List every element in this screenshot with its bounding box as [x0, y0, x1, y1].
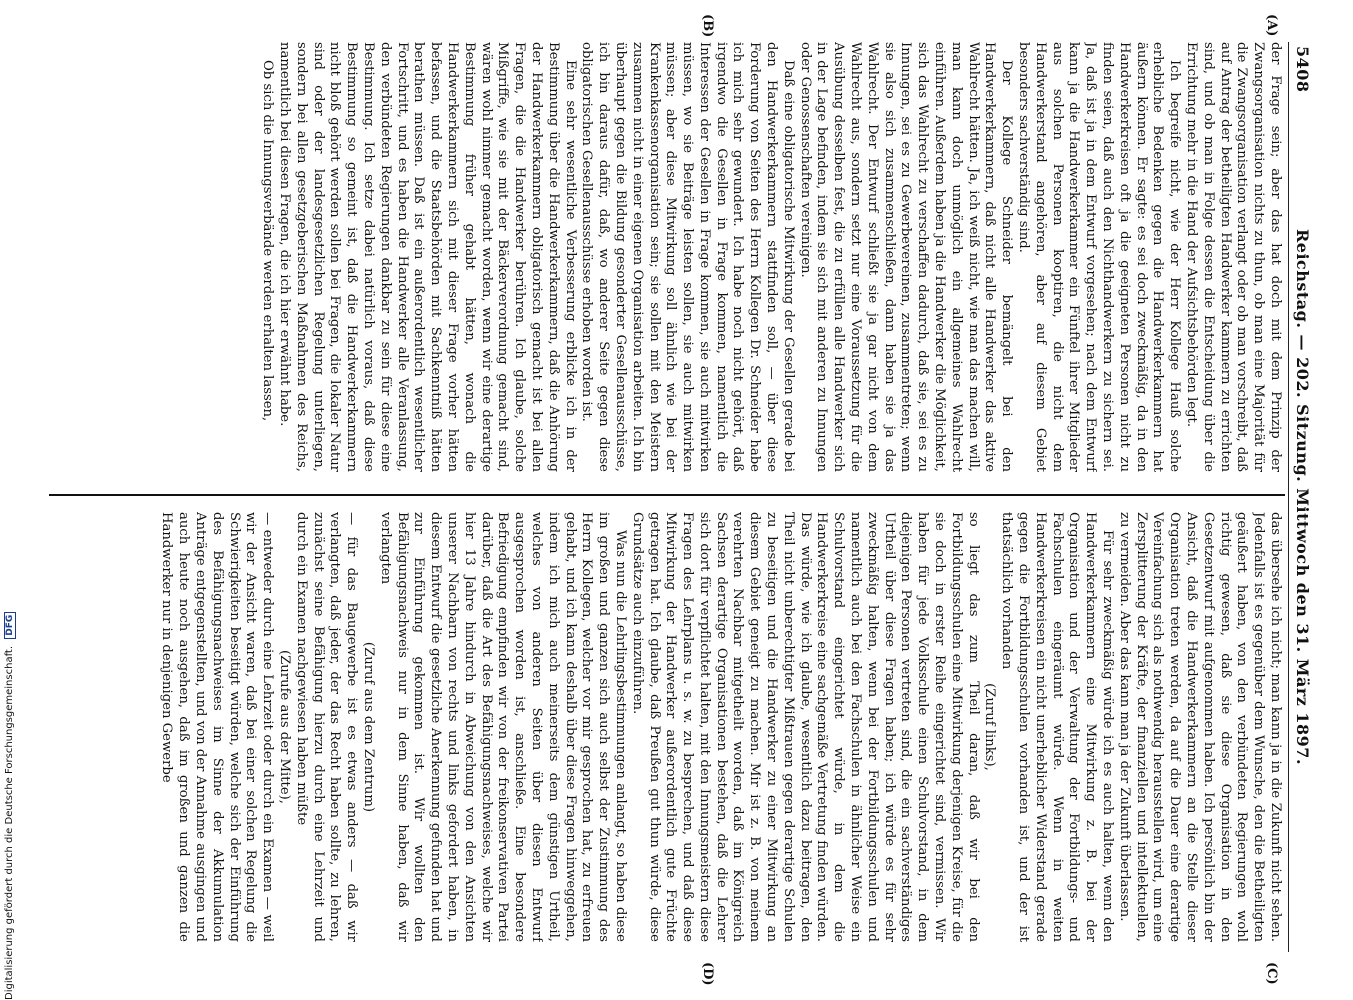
- paragraph: so liegt das zum Theil daran, daß wir bei den Fortbildungsschulen eine Mitwirkung derjenigen Kreise, für die sie doch in erster Reihe eingerichtet sind, vermissen. Wir haben für jede Volksschule einen Schulvorstand, in dem diejenigen Personen vertreten sind, die ein sachverständiges Urtheil über diese Fragen haben; ich würde es für sehr zweckmäßig halten, wenn bei der Fortbildungsschulen und namentlich auch bei den Fachschulen in ähnlicher Weise ein Schulvorstand eingerichtet würde, in dem die Handwerkerkreise eine sachgemäße Vertretung finden würden. Das würde, wie ich glaube, wesentlich dazu beitragen, den Theil nicht unberechtigter Mißtrauen gegen derartige Schulen zu beseitigen und die Handwerker zu einer Mitwirkung an diesem Gebiet geneigt zu machen. Mir ist z. B. von meinem verehrten Nachbar mitgetheilt worden, daß im Königreich Sachsen derartige Organisationen bestehen, daß die Lehrer sich dort für verpflichtet halten, mit den Innungsmeistern diese Fragen des Lehrplans u. s. w. zu besprechen, und daß diese Mitwirkung der Handwerker außerordentlich gute Früchte getragen hat. Ich glaube, daß Preußen gut thun würde, diese Grundsätze auch einzuführen.: [629, 512, 981, 942]
- paragraph: — entweder durch eine Lehrzeit oder durch ein Examen — weil wir der Ansicht waren, daß bei einer solchen Regelung die Schwierigkeiten beseitigt würden, welche sich der Einführung des Befähigungsnachweises im Sinne der Akkumulation Anträge entgegenstellten, und von der Annahme ausgingen und auch heute noch ausgehen, daß im großen und ganzen die Handwerker nur in denjenigen Gewerbe: [159, 512, 276, 942]
- paragraph: Ob sich die Innungsverbände werden erhalten lassen,: [260, 60, 276, 422]
- paragraph: Ich begreife nicht, wie der Herr Kollege Hauß solche erhebliche Bedenken gegen die Handwerkerkammern hat äußern können. Er sagte: es sei doch zweckmäßig, da in den Handwerkerkreisen oft ja die geeigneten Personen nicht zu finden seien, daß auch den Nichthandwerkern zu sichern sei. Ja, daß ist ja in dem Entwurf vorgesehen; nach dem Entwurf kann ja die Handwerkerkammer ein Fünftel ihrer Mitglieder aus solchen Personen kooptiren, die nicht dem Handwerkerstand angehören, aber auf diesem Gebiet besonders sachverständig sind.: [1016, 42, 1183, 472]
- digitization-credit: [4, 0, 16, 1000]
- paragraph: der Frage sein; aber das hat doch mit dem Prinzip der Zwangsorganisation nichts zu thun, ob man eine Majorität für die Zwangsorganisation verlangt oder ob man vorschreibt, daß auf Antrag der betheiligten Handwerker kammern zu errichten sind, und ob man in Folge dessen die Entscheidung über die Errichtung mehr in die Hand der Aufsichtsbehörden legt.: [1184, 42, 1283, 472]
- rotated-page-frame: [45, 14, 1315, 986]
- right-text-column: [53, 512, 1283, 942]
- margin-marker-d: (D): [700, 962, 715, 986]
- paragraph: Eine sehr wesentliche Verbesserung erblicke ich in der Bestimmung über die Handwerkerkammern, daß die Anhörung der Handwerkerkammern obligatorisch gemacht ist bei allen Fragen, die die Handwerker berühren. Ich glaube, solche Mißgriffe, wie sie mit der Bäckerverordnung gemacht sind, wären wohl nimmer gemacht worden, wenn wir eine derartige Bestimmung früher gehabt hätten, wonach die Handwerkerkammern sich mit dieser Frage vorher hätten befassen, und die Staatsbehörden mit Sachkenntniß hätten berathen müssen. Daß ist ein außerordentlich wesentlicher Fortschritt, und es haben die Handwerker alle Veranlassung, den verbündeten Regierungen dankbar zu sein für diese eine Bestimmung. Ich setze dabei natürlich voraus, daß diese Bestimmung so gemeint ist, daß die Handwerkerkammern nicht bloß gehört werden sollen bei Fragen, die lokaler Natur sind oder der landesgesetzlichen Regelung unterliegen, sondern bei allen gesetzgeberischen Maßnahmen des Reichs, namentlich bei diesen Fragen, die ich hier erwähnt habe.: [276, 42, 578, 472]
- margin-marker-b: (B): [700, 14, 715, 38]
- paragraph: — für das Baugewerbe ist es etwas anders — daß wir verlangten, daß jeder, der das Recht haben sollte, zu lehren, zunächst seine Befähigung hierzu durch eine Lehrzeit und durch ein Examen nachgewiesen haben müßte: [293, 512, 360, 942]
- running-title: Reichstag. — 202. Sitzung. Mittwoch den 31. März 1897.: [1293, 228, 1312, 766]
- margin-marker-c: (C): [1264, 962, 1279, 985]
- paragraph: Daß eine obligatorische Mitwirkung der Gesellen gerade bei den Handwerkerkammern stattfinden soll, — über diese Forderung von Seiten des Herrn Kollegen Dr. Schneider habe ich mich sehr gewundert. Ich habe noch nicht gehört, daß irgendwo die Gesellen in Frage kommen, namentlich die Interessen der Gesellen in Frage kommen, sie auch mitwirken müssen, wo sie Beiträge leisten sollen, sie auch mitwirken müssen; aber diese Mitwirkung soll ähnlich wie bei der Krankenkassenorganisation sein; sie sollen mit den Meistern zusammen nicht in einer eigenen Organisation arbeiten. Ich bin überhaupt gegen die Bildung gesonderter Gesellenausschüsse, ich bin daraus dafür, daß, wo anderer Seite gegen diese obligatorischen Gesellenausschüsse erhoben worden ist.: [579, 42, 796, 472]
- interjection: (Zurufe aus der Mitte),: [276, 650, 292, 804]
- paragraph: Der Kollege Schneider bemängelt bei den Handwerkerkammern, daß nicht alle Handwerker das aktive Wahlrecht hätten. Ja, ich weiß nicht, wie man das machen will, man kann doch unmöglich ein allgemeines Wahlrecht einführen. Außerdem haben ja die Handwerker die Möglichkeit, sich das Wahlrecht zu verschaffen dadurch, daß sie, sei es zu Innungen, sei es zu Gewerbevereinen, zusammentreten; wenn sie also sich zusammenschließen, dann haben sie ja das Wahlrecht. Der Entwurf schließt sie ja gar nicht von dem Wahlrecht aus, sondern setzt nur eine Voraussetzung für die Ausübung desselben fest, die zu erfüllen alle Handwerker sich in der Lage befinden, indem sie sich mit anderen zu Innungen oder Genossenschaften vereinigen.: [797, 42, 1015, 472]
- credit-text: Digitalisierung gefördert durch die Deutsche Forschungsgemeinschaft.: [4, 645, 15, 1000]
- paragraph: Was nun die Lehrlingsbestimmungen anlangt, so haben diese im großen und ganzen sich auch selbst der Zustimmung des Herrn Kollegen, welcher vor mir gesprochen hat, zu erfreuen gehabt, und ich kann deshalb über diese Fragen hinweggehen, indem ich mich auch meinerseits dem günstigen Urtheil, welches von anderen Seiten über diesen Entwurf ausgesprochen worden ist, anschließe. Eine besondere Befriedigung empfinden wir von der freikonservativen Partei darüber, daß die Art des Befähigungsnachweises, welche wir hier 13 Jahre hindurch in Abweichung von den Ansichten unserer Nachbarn von rechts und links gefordert haben, in diesem Entwurf die gesetzliche Anerkennung gefunden hat und zur Einführung gekommen ist. Wir wollten den Befähigungsnachweis nur in dem Sinne haben, daß wir verlangten: [377, 512, 628, 942]
- page-header: [1288, 42, 1315, 952]
- margin-marker-a: (A): [1264, 14, 1279, 37]
- left-text-column: [53, 42, 1283, 472]
- interjection: (Zuruf aus dem Zentrum): [360, 641, 376, 813]
- column-divider: [49, 494, 1285, 496]
- page-number: 5408: [1293, 46, 1312, 93]
- document-page: [45, 14, 1315, 986]
- paragraph: Für sehr zweckmäßig würde ich es auch halten, wenn den Handwerkerkammern eine Mitwirkung z. B. bei der Organisation und der Verwaltung der Fortbildungs- und Fachschulen eingeräumt würde. Wenn in weiten Handwerkerkreisen ein nicht unerheblicher Widerstand gerade gegen die Fortbildungsschulen vorhanden ist, und der ist thatsächlich vorhanden: [999, 512, 1116, 942]
- paragraph: das übersehe ich nicht; man kann ja in die Zukunft nicht sehen. Jedenfalls ist es gegenüber dem Wunsche, den die Betheiligten geäußert haben, von den verbündeten Regierungen wohl richtig gewesen, daß sie diese Organisation in den Gesetzentwurf mit aufgenommen haben. Ich persönlich bin der Ansicht, daß die Handwerkerkammern an die Stelle dieser Organisation treten werden, da auf die Dauer eine derartige Vereinfachung sich als nothwendig herausstellen wird, um eine Zersplitterung der Kräfte, der finanziellen und intellektuellen, zu vermeiden. Aber das kann man ja der Zukunft überlassen.: [1116, 512, 1283, 942]
- dfg-logo: DFG: [4, 612, 16, 639]
- interjection: (Zuruf links),: [982, 683, 998, 771]
